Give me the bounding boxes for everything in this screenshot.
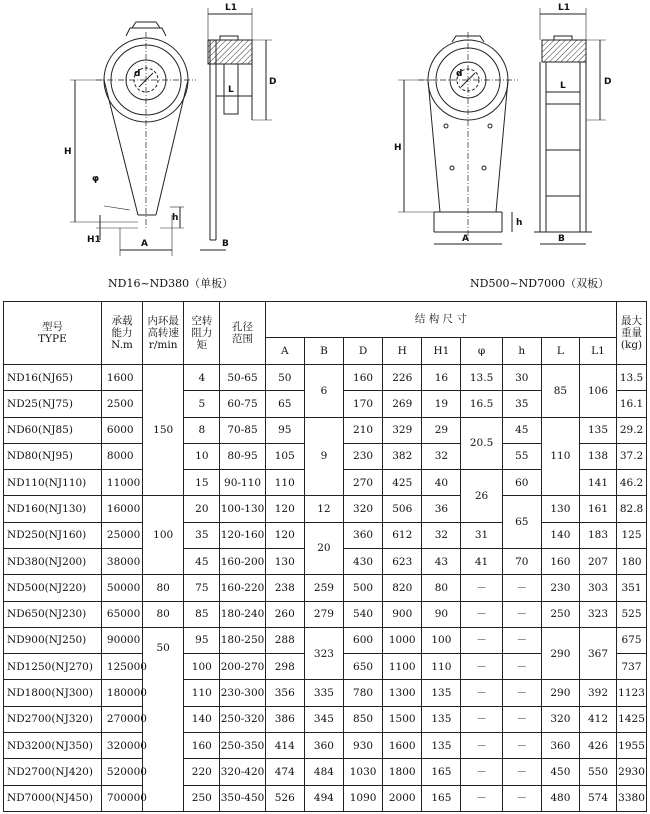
cell-b: 484 [304,759,343,785]
cell-torque: 125000 [101,654,142,680]
cell-drag: 220 [184,759,220,785]
cell-phi: 20.5 [461,417,502,470]
table-row [4,575,647,601]
dim-label-a-left: A [141,239,148,249]
cell-drag: 45 [184,548,220,574]
cell-hsmall: － [502,654,541,680]
cell-l: 250 [541,601,579,627]
cell-h: 623 [383,548,422,574]
cell-l: 290 [541,680,579,706]
header-dim-h: H [383,338,422,365]
header-dim-l1: L1 [579,338,616,365]
cell-drag: 85 [184,601,220,627]
cell-a: 110 [265,470,304,496]
cell-hsmall: 55 [502,443,541,469]
cell-weight: 180 [617,548,647,574]
cell-h: 1500 [383,706,422,732]
cell-l: 450 [541,759,579,785]
cell-h: 1600 [383,732,422,758]
cell-h1: 135 [422,680,461,706]
cell-speed: 80 [143,601,184,627]
drawing-svg [0,0,650,300]
left-side-view [200,8,272,250]
cell-d: 600 [344,627,383,653]
dim-label-a-right: A [462,234,469,244]
cell-bore: 60-75 [220,391,265,417]
cell-hsmall: － [502,785,541,812]
cell-drag: 35 [184,522,220,548]
dim-label-hsmall-right: h [516,218,523,228]
cell-torque: 270000 [101,706,142,732]
cell-d: 360 [344,522,383,548]
cell-type: ND80(NJ95) [4,443,102,469]
cell-h: 820 [383,575,422,601]
cell-hsmall: 65 [502,496,541,549]
dim-label-l-right: L [560,81,566,91]
cell-d: 1090 [344,785,383,812]
table-row [4,680,647,706]
cell-weight: 13.5 [617,365,647,391]
cell-weight: 1955 [617,732,647,758]
cell-d: 270 [344,470,383,496]
cell-torque: 50000 [101,575,142,601]
cell-b: 360 [304,732,343,758]
cell-l: 110 [541,417,579,496]
cell-l1: 323 [579,601,616,627]
cell-phi: － [461,575,502,601]
cell-phi: － [461,732,502,758]
cell-type: ND60(NJ85) [4,417,102,443]
cell-a: 130 [265,548,304,574]
cell-phi: － [461,680,502,706]
dim-label-b-right: B [558,234,565,244]
cell-speed: 100 [143,496,184,575]
cell-type: ND25(NJ75) [4,391,102,417]
cell-a: 238 [265,575,304,601]
cell-bore: 180-250 [220,627,265,653]
cell-d: 500 [344,575,383,601]
cell-bore: 80-95 [220,443,265,469]
cell-l1: 426 [579,732,616,758]
cell-b: 20 [304,522,343,575]
cell-drag: 8 [184,417,220,443]
cell-phi: 31 [461,522,502,548]
cell-d: 320 [344,496,383,522]
cell-bore: 50-65 [220,365,265,391]
cell-weight: 3380 [617,785,647,812]
cell-phi: 41 [461,548,502,574]
header-dim-h1: H1 [422,338,461,365]
cell-l: 130 [541,496,579,522]
cell-hsmall: 60 [502,470,541,496]
cell-l: 360 [541,732,579,758]
cell-a: 298 [265,654,304,680]
cell-h1: 165 [422,785,461,812]
cell-h: 1300 [383,680,422,706]
cell-speed: 150 [143,365,184,496]
cell-l1: 106 [579,365,616,418]
cell-type: ND16(NJ65) [4,365,102,391]
cell-weight: 675 [617,627,647,653]
cell-a: 414 [265,732,304,758]
cell-l1: 392 [579,680,616,706]
cell-hsmall: － [502,627,541,653]
cell-a: 474 [265,759,304,785]
cell-weight: 525 [617,601,647,627]
dim-label-hsmall-left: h [172,213,179,223]
header-torque: 承载 能力 N.m [101,302,142,365]
cell-h1: 135 [422,732,461,758]
cell-bore: 180-240 [220,601,265,627]
cell-l: 85 [541,365,579,418]
cell-l1: 574 [579,785,616,812]
header-weight: 最大 重量 (kg) [617,302,647,365]
cell-l1: 207 [579,548,616,574]
cell-d: 170 [344,391,383,417]
cell-b: 494 [304,785,343,812]
cell-h1: 135 [422,706,461,732]
cell-h: 226 [383,365,422,391]
dim-label-b-left: B [222,239,229,249]
cell-b: 259 [304,575,343,601]
cell-phi: － [461,627,502,653]
cell-type: ND2700(NJ320) [4,706,102,732]
cell-l1: 183 [579,522,616,548]
dim-label-l-left: L [228,85,234,95]
cell-h1: 36 [422,496,461,522]
cell-drag: 110 [184,680,220,706]
spec-table [3,301,647,812]
cell-a: 105 [265,443,304,469]
cell-torque: 180000 [101,680,142,706]
cell-b: 12 [304,496,343,522]
cell-h: 506 [383,496,422,522]
cell-a: 356 [265,680,304,706]
cell-torque: 16000 [101,496,142,522]
cell-h1: 43 [422,548,461,574]
cell-b: 345 [304,706,343,732]
cell-weight: 351 [617,575,647,601]
dim-label-bore-right: d [456,69,463,79]
technical-drawings [0,0,650,300]
cell-weight: 2930 [617,759,647,785]
cell-phi: 13.5 [461,365,502,391]
cell-d: 930 [344,732,383,758]
cell-h: 1000 [383,627,422,653]
cell-h: 329 [383,417,422,443]
cell-weight: 737 [617,654,647,680]
cell-h1: 90 [422,601,461,627]
cell-h1: 40 [422,470,461,496]
cell-type: ND650(NJ230) [4,601,102,627]
header-struct: 结 构 尺 寸 [265,302,616,338]
cell-type: ND380(NJ200) [4,548,102,574]
cell-hsmall: － [502,680,541,706]
cell-torque: 2500 [101,391,142,417]
header-type: 型号 TYPE [4,302,102,365]
dim-label-h-right: H [394,143,402,153]
header-dim-d: D [344,338,383,365]
cell-d: 230 [344,443,383,469]
header-dim-l: L [541,338,579,365]
header-drag: 空转 阻力 矩 [184,302,220,365]
right-side-view [534,8,606,244]
cell-type: ND1250(NJ270) [4,654,102,680]
cell-a: 65 [265,391,304,417]
cell-bore: 250-320 [220,706,265,732]
cell-phi: － [461,706,502,732]
cell-l1: 161 [579,496,616,522]
cell-weight: 125 [617,522,647,548]
table-row [4,627,647,653]
dim-label-phi-left: φ [92,174,100,184]
cell-l: 480 [541,785,579,812]
cell-phi: － [461,601,502,627]
cell-type: ND160(NJ130) [4,496,102,522]
cell-drag: 95 [184,627,220,653]
cell-bore: 70-85 [220,417,265,443]
cell-h: 612 [383,522,422,548]
cell-h: 425 [383,470,422,496]
cell-weight: 1123 [617,680,647,706]
header-dim-a: A [265,338,304,365]
table-row [4,706,647,732]
dim-label-h1-left: H1 [87,235,101,245]
cell-weight: 1425 [617,706,647,732]
cell-d: 780 [344,680,383,706]
cell-type: ND1800(NJ300) [4,680,102,706]
right-front-view [398,32,518,244]
cell-hsmall: － [502,601,541,627]
cell-d: 650 [344,654,383,680]
dim-label-l1-left: L1 [225,3,237,13]
cell-a: 386 [265,706,304,732]
cell-h: 1800 [383,759,422,785]
left-drawing-caption: ND16~ND380（单板） [108,277,234,290]
cell-l1: 138 [579,443,616,469]
cell-h: 900 [383,601,422,627]
table-row [4,522,647,548]
cell-drag: 100 [184,654,220,680]
cell-h1: 29 [422,417,461,443]
cell-d: 430 [344,548,383,574]
cell-drag: 10 [184,443,220,469]
cell-hsmall: － [502,575,541,601]
cell-bore: 230-300 [220,680,265,706]
cell-h1: 16 [422,365,461,391]
header-dim-b: B [304,338,343,365]
dim-label-d-right: D [604,77,612,87]
dim-label-d-left: D [269,77,277,87]
table-row [4,759,647,785]
cell-weight: 37.2 [617,443,647,469]
cell-drag: 140 [184,706,220,732]
cell-l: 290 [541,627,579,680]
header-dim-phi: φ [461,338,502,365]
cell-d: 160 [344,365,383,391]
cell-bore: 100-130 [220,496,265,522]
cell-hsmall: － [502,706,541,732]
cell-bore: 200-270 [220,654,265,680]
dim-label-l1-right: L1 [558,3,570,13]
cell-bore: 160-220 [220,575,265,601]
cell-h1: 80 [422,575,461,601]
cell-type: ND2700(NJ420) [4,759,102,785]
cell-type: ND7000(NJ450) [4,785,102,812]
cell-d: 850 [344,706,383,732]
cell-a: 526 [265,785,304,812]
cell-type: ND110(NJ110) [4,470,102,496]
cell-a: 120 [265,496,304,522]
cell-d: 210 [344,417,383,443]
cell-type: ND900(NJ250) [4,627,102,653]
cell-torque: 320000 [101,732,142,758]
cell-type: ND250(NJ160) [4,522,102,548]
cell-hsmall: 45 [502,417,541,443]
dim-label-h-left: H [64,147,72,157]
cell-l1: 303 [579,575,616,601]
cell-a: 288 [265,627,304,653]
cell-b: 279 [304,601,343,627]
cell-torque: 8000 [101,443,142,469]
cell-a: 50 [265,365,304,391]
cell-phi: － [461,759,502,785]
header-speed: 内环最 高转速 r/min [143,302,184,365]
cell-l: 230 [541,575,579,601]
cell-bore: 320-420 [220,759,265,785]
cell-h: 269 [383,391,422,417]
cell-torque: 11000 [101,470,142,496]
cell-d: 540 [344,601,383,627]
cell-b: 9 [304,417,343,496]
cell-b: 6 [304,365,343,418]
cell-drag: 15 [184,470,220,496]
table-row [4,365,647,391]
table-row [4,601,647,627]
cell-torque: 25000 [101,522,142,548]
cell-drag: 4 [184,365,220,391]
header-dim-hsmall: h [502,338,541,365]
table-row [4,496,647,522]
cell-torque: 90000 [101,627,142,653]
cell-weight: 16.1 [617,391,647,417]
cell-hsmall: － [502,732,541,758]
cell-l: 160 [541,548,579,574]
cell-hsmall: 70 [502,548,541,574]
cell-h1: 32 [422,443,461,469]
header-bore: 孔径 范围 [220,302,265,365]
cell-weight: 46.2 [617,470,647,496]
cell-drag: 5 [184,391,220,417]
cell-bore: 250-350 [220,732,265,758]
cell-bore: 90-110 [220,470,265,496]
cell-b: 335 [304,680,343,706]
cell-torque: 700000 [101,785,142,812]
cell-h: 382 [383,443,422,469]
cell-drag: 250 [184,785,220,812]
cell-weight: 82.8 [617,496,647,522]
cell-hsmall: 30 [502,365,541,391]
cell-bore: 160-200 [220,548,265,574]
cell-bore: 350-450 [220,785,265,812]
cell-l: 320 [541,706,579,732]
cell-type: ND3200(NJ350) [4,732,102,758]
table-row [4,417,647,443]
cell-speed: 80 [143,575,184,601]
cell-h: 2000 [383,785,422,812]
cell-hsmall: 35 [502,391,541,417]
cell-a: 120 [265,522,304,548]
cell-drag: 160 [184,732,220,758]
cell-phi: － [461,654,502,680]
right-drawing-caption: ND500~ND7000（双板） [470,277,610,290]
cell-l1: 141 [579,470,616,496]
cell-weight: 29.2 [617,417,647,443]
cell-l: 140 [541,522,579,548]
cell-h: 1100 [383,654,422,680]
dim-label-bore-left: d [134,69,141,79]
cell-bore: 120-160 [220,522,265,548]
cell-torque: 6000 [101,417,142,443]
cell-a: 260 [265,601,304,627]
cell-drag: 20 [184,496,220,522]
cell-a: 95 [265,417,304,443]
cell-torque: 1600 [101,365,142,391]
cell-phi: － [461,785,502,812]
cell-l1: 135 [579,417,616,443]
cell-l1: 412 [579,706,616,732]
cell-hsmall: － [502,759,541,785]
table-row [4,732,647,758]
cell-h1: 32 [422,522,461,548]
cell-l1: 367 [579,627,616,680]
cell-phi: 16.5 [461,391,502,417]
cell-drag: 75 [184,575,220,601]
cell-speed: 50 [143,627,184,811]
cell-torque: 38000 [101,548,142,574]
cell-torque: 65000 [101,601,142,627]
cell-h1: 100 [422,627,461,653]
cell-b: 323 [304,627,343,680]
cell-h1: 165 [422,759,461,785]
cell-type: ND500(NJ220) [4,575,102,601]
cell-torque: 520000 [101,759,142,785]
cell-h1: 19 [422,391,461,417]
cell-l1: 550 [579,759,616,785]
cell-h1: 110 [422,654,461,680]
cell-phi: 26 [461,470,502,523]
cell-d: 1030 [344,759,383,785]
table-row [4,785,647,812]
